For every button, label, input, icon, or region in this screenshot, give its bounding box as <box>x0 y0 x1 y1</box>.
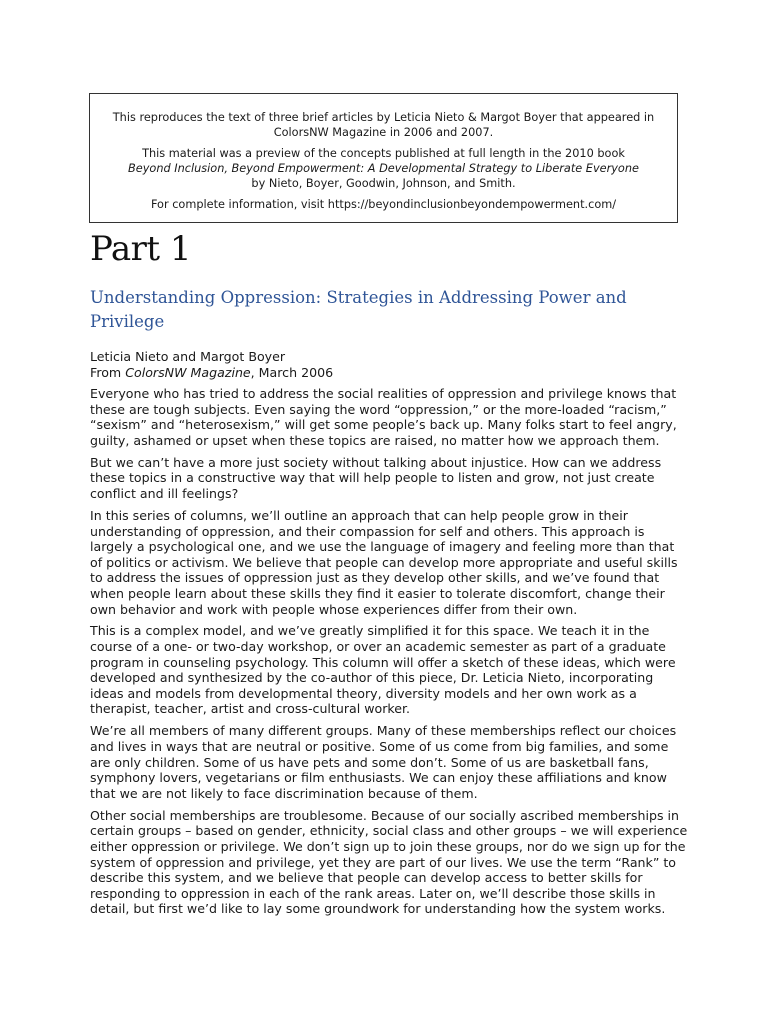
source-line <box>90 365 333 381</box>
notice-line-4: by Nieto, Boyer, Goodwin, Johnson, and Smith. <box>251 177 516 190</box>
notice-line-1: This reproduces the text of three brief articles by Leticia Nieto & Margot Boyer that appeared in <box>112 111 655 124</box>
paragraph: In this series of columns, we’ll outline an approach that can help people grow in their understanding of oppression, and their compassion for self and others. This approach is largely a psychological one, and we use the language of imagery and feeling more than that of politics or activism. We believe that people can develop more appropriate and useful skills to address the issues of oppression just as they develop other skills, and we’ve found that when people learn about these skills they find it easier to tolerate discomfort, change their own behavior and work with people whose experiences differ from their own. <box>90 507 678 617</box>
part-title: Part 1 <box>90 229 191 269</box>
notice-line-2: ColorsNW Magazine in 2006 and 2007. <box>273 126 494 139</box>
paragraph: Everyone who has tried to address the social realities of oppression and privilege knows that these are tough subjects. Even saying the word “oppression,” or the more-loaded “racism,” “sexism” and “heterosexism,” will get some people’s back up. Many folks start to feel angry, guilty, ashamed or upset when these topics are raised, no matter how we approach them. <box>90 386 677 448</box>
notice-intro <box>90 110 677 140</box>
paragraph: We’re all members of many different groups. Many of these memberships reflect our choices and lives in ways that are neutral or positive. Some of us come from big families, and some are only children. Some of us have pets and some don’t. Some of us are basketball fans, symphony lovers, vegetarians or film enthusiasts. We can enjoy these affiliations and know that we are not likely to face discrimination because of them. <box>90 723 677 801</box>
article-title: Understanding Oppression: Strategies in Addressing Power and Privilege <box>90 288 627 331</box>
notice-line-3: This material was a preview of the concepts published at full length in the 2010 book <box>142 147 625 160</box>
notice-line-5: For complete information, visit https://beyondinclusionbeyondempowerment.com/ <box>150 198 617 211</box>
source-magazine: ColorsNW Magazine <box>125 365 251 380</box>
source-date: , March 2006 <box>250 365 334 380</box>
paragraph: Other social memberships are troublesome. Because of our socially ascribed memberships in certain groups – based on gender, ethnicity, social class and other groups – we will experience either oppression or privilege. We don’t sign up to join these groups, nor do we sign up for the system of oppression and privilege, yet they are part of our lives. We use the term “Rank” to describe this system, and we believe that people can develop access to better skills for responding to oppression in each of the rank areas. Later on, we’ll describe those skills in detail, but first we’d like to lay some groundwork for understanding how the system works. <box>90 807 688 917</box>
book-title: Beyond Inclusion, Beyond Empowerment: A Developmental Strategy to Liberate Everyone <box>128 162 639 175</box>
authors: Leticia Nieto and Margot Boyer <box>90 349 286 364</box>
paragraph: This is a complex model, and we’ve greatly simplified it for this space. We teach it in the course of a one- or two-day workshop, or over an academic semester as part of a graduate program in counseling psychology. This column will offer a sketch of these ideas, which were developed and synthesized by the co-author of this piece, Dr. Leticia Nieto, incorporating ideas and models from developmental theory, diversity models and her own work as a therapist, teacher, artist and cross-cultural worker. <box>90 623 676 717</box>
article-body <box>90 386 690 923</box>
notice-website <box>90 197 677 212</box>
publication-notice-box <box>89 93 678 223</box>
source-prefix: From <box>90 365 122 380</box>
notice-book-info <box>90 146 677 191</box>
paragraph: But we can’t have a more just society without talking about injustice. How can we address these topics in a constructive way that will help people to listen and grow, not just create conflict and ill feelings? <box>90 454 662 501</box>
byline <box>90 349 333 381</box>
